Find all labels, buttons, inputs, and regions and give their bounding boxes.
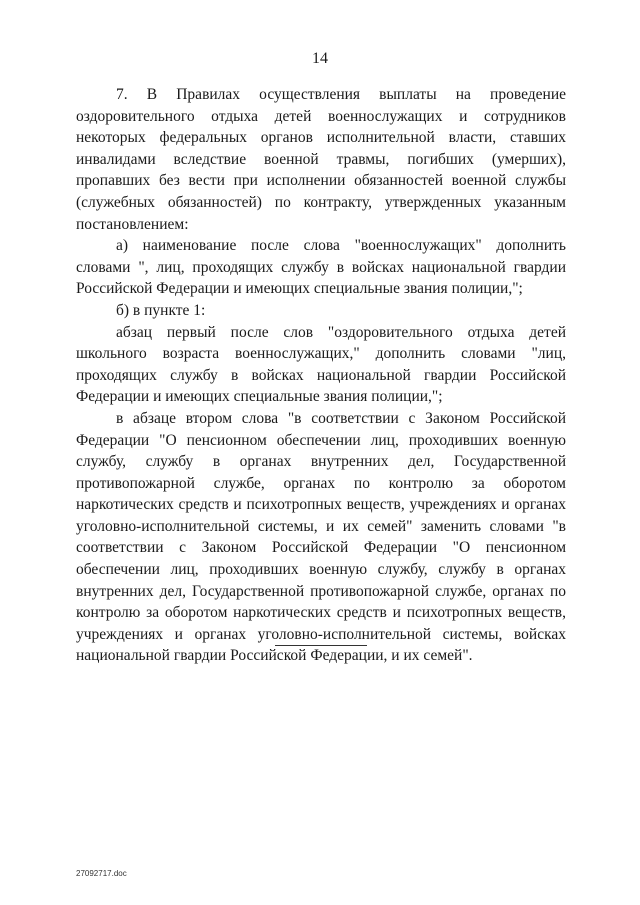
paragraph-subitem-b: б) в пункте 1: [116, 301, 206, 319]
paragraph-item-7: 7. В Правилах осуществления выплаты на проведение оздоровительного отдыха детей военнослужащих и сотрудников некоторых федеральных органов исполнительной власти, ставших инвалидами вследствие военной травмы, погибших (умерших), пропавших без вести при исполнении обязанностей военной службы (служебных обязанностей) по контракту, утвержденных указанным постановлением: [76, 86, 566, 233]
document-file-code: 27092717.doc [76, 869, 127, 878]
paragraph-first-clause: абзац первый после слов "оздоровительного отдыха детей школьного возраста военнослужащих," дополнить словами "лиц, проходящих службу в войсках национальной гвардии Российской Федерации и имеющих специальные звания полиции,"; [76, 323, 566, 406]
document-body [76, 84, 566, 667]
end-divider-line [275, 645, 367, 646]
paragraph-subitem-a: а) наименование после слова "военнослужащих" дополнить словами ", лиц, проходящих службу в войсках национальной гвардии Российской Федерации и имеющих специальные звания полиции,"; [76, 237, 566, 298]
page-number: 14 [312, 50, 328, 67]
paragraph-second-clause: в абзаце втором слова "в соответствии с Законом Российской Федерации "О пенсионном обеспечении лиц, проходивших военную службу, службу в органах внутренних дел, Государственной противопожарной службе, органах по контролю за оборотом наркотических средств и психотропных веществ, учреждениях и органах уголовно-исполнительной системы, и их семей" заменить словами "в соответствии с Законом Российской Федерации "О пенсионном обеспечении лиц, проходивших военную службу, службу в органах внутренних дел, Государственной противопожарной службе, органах по контролю за оборотом наркотических средств и психотропных веществ, учреждениях и органах уголовно-исполнительной системы, войсках национальной гвардии Российской Федерации, и их семей". [76, 409, 566, 665]
